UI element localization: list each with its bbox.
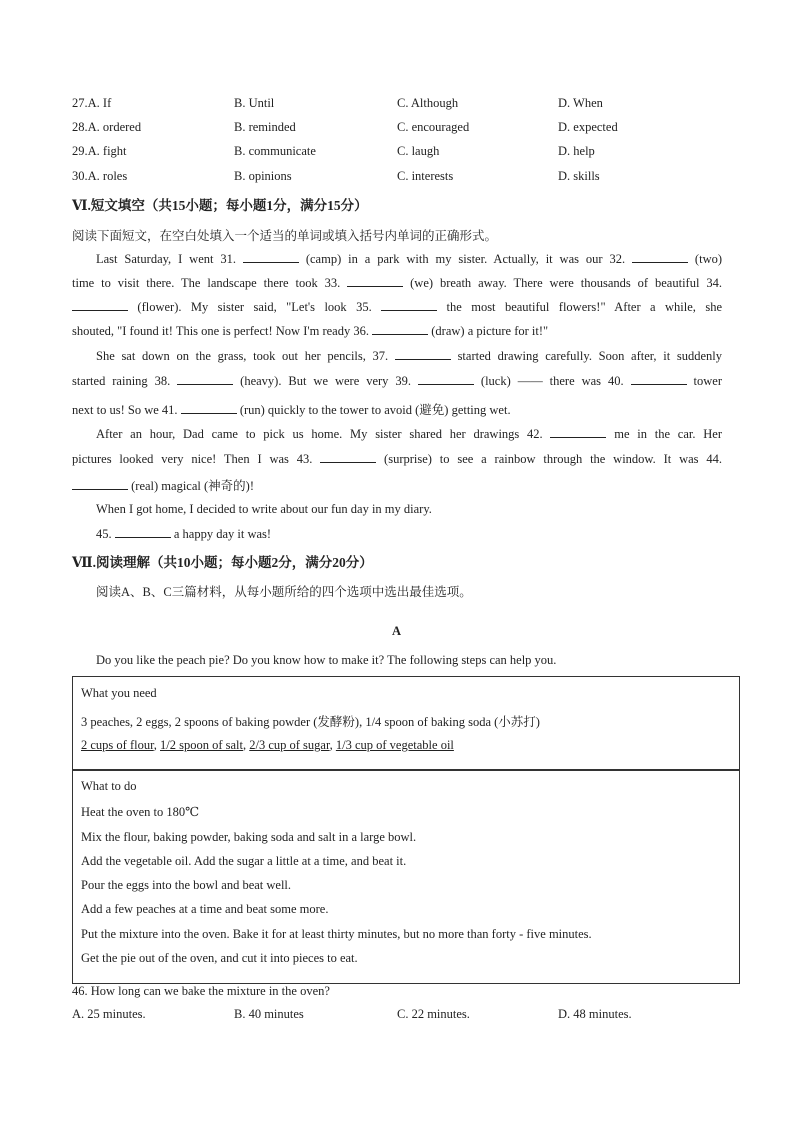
blank-45[interactable] xyxy=(115,526,171,538)
blank-36[interactable] xyxy=(372,323,428,335)
passage-line-7: next to us! So we 41. (run) quickly to the tower to avoid (避免) getting wet. xyxy=(72,403,511,417)
passage-line-11: When I got home, I decided to write about our fun day in my diary. xyxy=(96,502,432,516)
reading-intro: Do you like the peach pie? Do you know how to make it? The following steps can help you. xyxy=(96,653,557,667)
question-46-options xyxy=(0,1007,794,1025)
passage-line-5: She sat down on the grass, took out her pencils, 37. started drawing carefully. Soon after, it suddenly xyxy=(96,349,722,363)
passage-line-12: 45. a happy day it was! xyxy=(96,527,272,541)
part-label: A xyxy=(392,624,402,638)
option-b: B. opinions xyxy=(234,169,292,183)
step: Get the pie out of the oven, and cut it into pieces to eat. xyxy=(81,951,358,965)
option-a: 30.A. roles xyxy=(72,169,128,183)
section-6-title: Ⅵ.短文填空（共15小题；每小题1分，满分15分） xyxy=(72,198,368,213)
ingredient: 1/2 spoon of salt xyxy=(160,738,243,752)
ingredient: 2/3 cup of sugar xyxy=(249,738,330,752)
passage-line-3: (flower). My sister said, "Let's look 35. the most beautiful flowers!" After a while, she xyxy=(72,299,722,317)
option-b: B. reminded xyxy=(234,120,296,134)
ingredients-box xyxy=(72,676,740,771)
option-c: C. interests xyxy=(397,169,454,183)
step: Add the vegetable oil. Add the sugar a little at a time, and beat it. xyxy=(81,854,407,868)
option-b[interactable]: B. 40 minutes xyxy=(234,1007,304,1021)
option-b: B. Until xyxy=(234,96,275,110)
blank-34[interactable] xyxy=(72,299,128,311)
option-d: D. help xyxy=(558,144,595,158)
step: Pour the eggs into the bowl and beat well. xyxy=(81,878,292,892)
blank-37[interactable] xyxy=(395,348,451,360)
step: Heat the oven to 180℃ xyxy=(81,805,200,819)
option-c: C. encouraged xyxy=(397,120,470,134)
blank-42[interactable] xyxy=(550,426,606,438)
blank-39[interactable] xyxy=(418,373,474,385)
blank-35[interactable] xyxy=(381,299,437,311)
blank-31[interactable] xyxy=(243,251,299,263)
passage-line-6: started raining 38. (heavy). But we were very 39. (luck) —— there was 40. tower xyxy=(72,374,722,388)
option-row-27 xyxy=(0,96,794,114)
steps-box xyxy=(72,769,740,984)
section-7-title: Ⅶ.阅读理解（共10小题；每小题2分，满分20分） xyxy=(72,555,373,570)
option-b: B. communicate xyxy=(234,144,316,158)
need-line-2: 2 cups of flour, 1/2 spoon of salt, 2/3 cup of sugar, 1/3 cup of vegetable oil xyxy=(81,738,454,752)
option-row-29 xyxy=(0,144,794,162)
option-d: D. When xyxy=(558,96,603,110)
do-title: What to do xyxy=(81,779,137,793)
need-title: What you need xyxy=(81,686,157,700)
option-row-28 xyxy=(0,120,794,138)
option-d: D. skills xyxy=(558,169,600,183)
option-c: C. Although xyxy=(397,96,459,110)
section-7-instruction: 阅读A、B、C三篇材料，从每小题所给的四个选项中选出最佳选项。 xyxy=(96,585,472,599)
step: Mix the flour, baking powder, baking soda and salt in a large bowl. xyxy=(81,830,417,844)
blank-33[interactable] xyxy=(347,275,403,287)
passage-line-8: After an hour, Dad came to pick us home. My sister shared her drawings 42. me in the car. Her xyxy=(96,427,722,441)
option-a: 29.A. fight xyxy=(72,144,127,158)
question-46: 46. How long can we bake the mixture in the oven? xyxy=(72,984,330,998)
blank-44[interactable] xyxy=(72,478,128,490)
option-a: 28.A. ordered xyxy=(72,120,142,134)
blank-41[interactable] xyxy=(181,402,237,414)
step: Add a few peaches at a time and beat some more. xyxy=(81,902,329,916)
passage-line-2: time to visit there. The landscape there took 33. (we) breath away. There were thousands of beautiful 34. xyxy=(72,276,722,290)
passage-line-10: (real) magical (神奇的)! xyxy=(72,476,722,494)
option-d: D. expected xyxy=(558,120,618,134)
need-line-1: 3 peaches, 2 eggs, 2 spoons of baking powder (发酵粉), 1/4 spoon of baking soda (小苏打) xyxy=(81,715,540,729)
ingredient: 1/3 cup of vegetable oil xyxy=(335,738,454,752)
blank-38[interactable] xyxy=(177,373,233,385)
blank-32[interactable] xyxy=(632,251,688,263)
passage-line-1: Last Saturday, I went 31. (camp) in a park with my sister. Actually, it was our 32. (two) xyxy=(96,252,722,266)
passage-line-4: shouted, "I found it! This one is perfect! Now I'm ready 36. (draw) a picture for it!" xyxy=(72,324,549,338)
blank-43[interactable] xyxy=(320,451,376,463)
option-c: C. laugh xyxy=(397,144,440,158)
option-a[interactable]: A. 25 minutes. xyxy=(72,1007,146,1021)
option-c[interactable]: C. 22 minutes. xyxy=(397,1007,470,1021)
blank-40[interactable] xyxy=(631,373,687,385)
option-a: 27.A. If xyxy=(72,96,112,110)
option-row-30 xyxy=(0,169,794,187)
section-6-instruction: 阅读下面短文，在空白处填入一个适当的单词或填入括号内单词的正确形式。 xyxy=(72,229,498,243)
ingredient: 2 cups of flour xyxy=(81,738,154,752)
step: Put the mixture into the oven. Bake it for at least thirty minutes, but no more than forty - five minutes. xyxy=(81,927,592,941)
option-d[interactable]: D. 48 minutes. xyxy=(558,1007,632,1021)
passage-line-9: pictures looked very nice! Then I was 43. (surprise) to see a rainbow through the window. It was 44. xyxy=(72,452,722,466)
